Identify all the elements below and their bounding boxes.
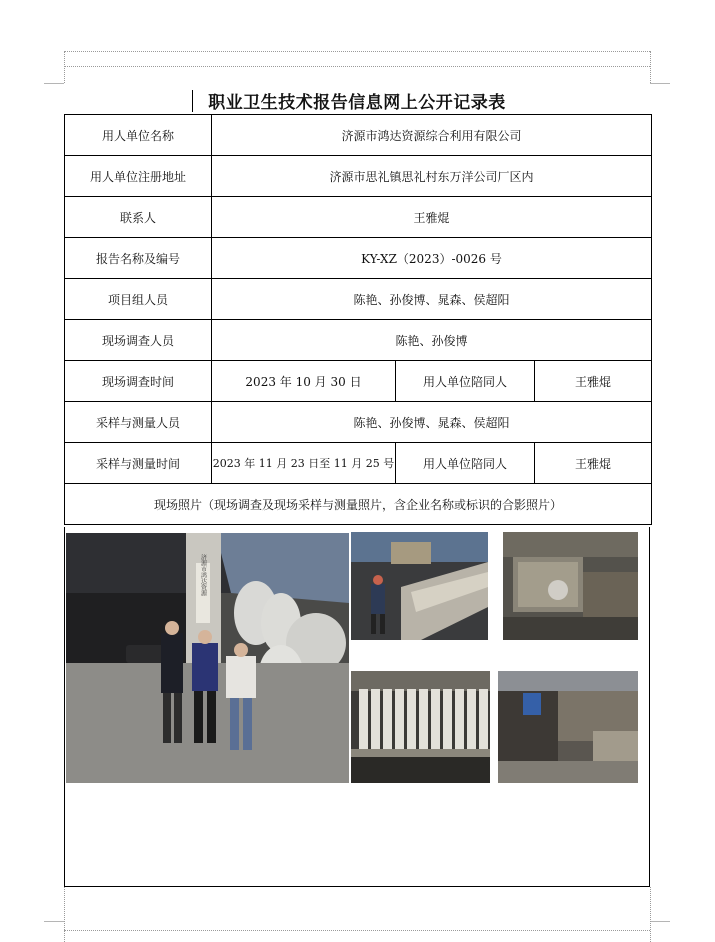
table-row [65, 484, 652, 525]
report-label: 报告名称及编号 [65, 238, 212, 279]
survey-companion-label: 用人单位陪同人 [396, 361, 535, 402]
survey-staff-value: 陈艳、孙俊博 [212, 320, 652, 361]
page-margin-left [64, 51, 65, 83]
contact-label: 联系人 [65, 197, 212, 238]
employer-name-label: 用人单位名称 [65, 115, 212, 156]
survey-companion-value: 王雅焜 [535, 361, 652, 402]
sampling-time-value: 2023 年 11 月 23 日至 11 月 25 号 [212, 443, 396, 484]
site-photo-machinery [503, 532, 638, 640]
table-row [65, 402, 652, 443]
company-sign-text: 济源市鸿达资源 [199, 554, 207, 596]
site-photo-filter-press [351, 671, 490, 783]
sampling-time-label: 采样与测量时间 [65, 443, 212, 484]
employer-address-value: 济源市思礼镇思礼村东万洋公司厂区内 [212, 156, 652, 197]
sampling-staff-label: 采样与测量人员 [65, 402, 212, 443]
contact-value: 王雅焜 [212, 197, 652, 238]
survey-staff-label: 现场调查人员 [65, 320, 212, 361]
table-row [65, 279, 652, 320]
page-margin-right-bottom [650, 887, 651, 942]
table-row [65, 320, 652, 361]
table-row [65, 115, 652, 156]
document-title: 职业卫生技术报告信息网上公开记录表 [208, 93, 506, 113]
page-margin-top [64, 51, 650, 52]
table-row [65, 361, 652, 402]
crop-mark-top-left [44, 83, 64, 84]
sampling-companion-label: 用人单位陪同人 [396, 443, 535, 484]
employer-name-value: 济源市鸿达资源综合利用有限公司 [212, 115, 652, 156]
record-table [64, 114, 652, 525]
table-row [65, 156, 652, 197]
page-margin-top-inner [64, 66, 650, 67]
survey-time-label: 现场调查时间 [65, 361, 212, 402]
crop-mark-top-right [650, 83, 670, 84]
site-photo-conveyor [351, 532, 488, 640]
sampling-staff-value: 陈艳、孙俊博、晁森、侯超阳 [212, 402, 652, 443]
page-margin-left-bottom [64, 887, 65, 942]
text-cursor [192, 90, 193, 112]
sampling-companion-value: 王雅焜 [535, 443, 652, 484]
report-value: KY-XZ（2023）-0026 号 [212, 238, 652, 279]
site-photo-storage [498, 671, 638, 783]
employer-address-label: 用人单位注册地址 [65, 156, 212, 197]
table-row [65, 443, 652, 484]
project-team-label: 项目组人员 [65, 279, 212, 320]
crop-mark-bottom-right [650, 921, 670, 922]
page-margin-right [650, 51, 651, 83]
table-row [65, 197, 652, 238]
photos-heading: 现场照片（现场调查及现场采样与测量照片，含企业名称或标识的合影照片） [65, 484, 652, 525]
page-margin-bottom [64, 930, 650, 931]
group-photo [66, 533, 349, 783]
survey-time-value: 2023 年 10 月 30 日 [212, 361, 396, 402]
table-row [65, 238, 652, 279]
crop-mark-bottom-left [44, 921, 64, 922]
project-team-value: 陈艳、孙俊博、晁森、侯超阳 [212, 279, 652, 320]
